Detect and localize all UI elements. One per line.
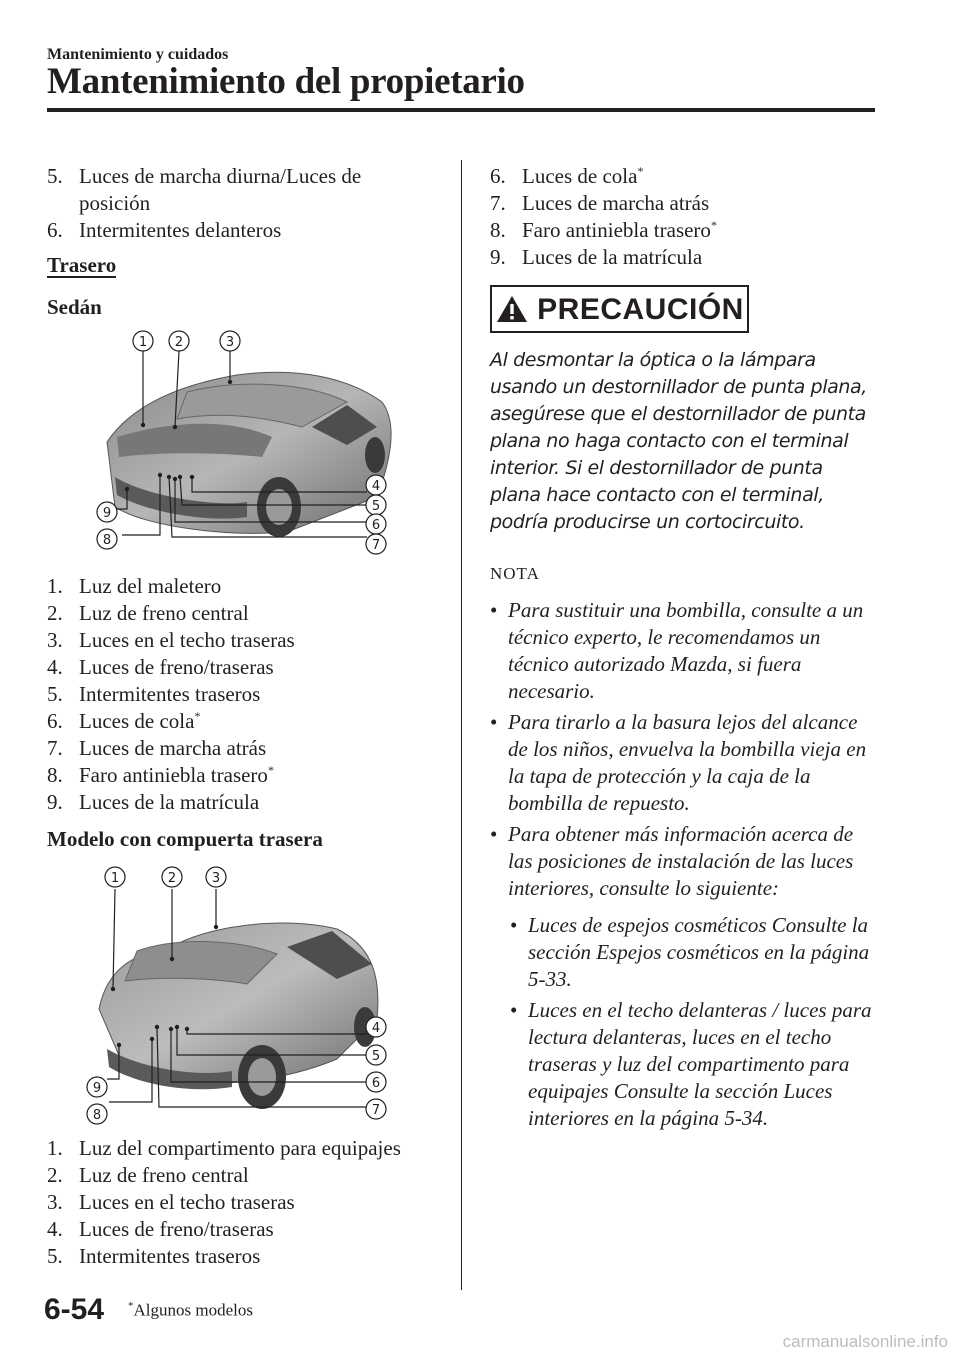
list-item: 3. Luces en el techo traseras bbox=[47, 1190, 295, 1214]
section-label: Mantenimiento y cuidados bbox=[47, 46, 229, 63]
list-item: 5. Intermitentes traseros bbox=[47, 682, 261, 706]
callout-3: 3 bbox=[225, 335, 235, 350]
item-text: Intermitentes delanteros bbox=[79, 218, 282, 242]
callout-1: 1 bbox=[138, 335, 148, 350]
page-number: 6-54 bbox=[44, 1293, 105, 1326]
callout-5: 5 bbox=[371, 499, 381, 514]
footnote-star: * bbox=[637, 164, 644, 178]
list-item: 4. Luces de freno/traseras bbox=[47, 655, 274, 679]
callout-9: 9 bbox=[92, 1081, 102, 1096]
callout-8: 8 bbox=[92, 1108, 102, 1123]
list-item: 8. Faro antiniebla trasero* bbox=[490, 218, 717, 242]
bullet-icon: • bbox=[510, 998, 518, 1022]
callout-2: 2 bbox=[167, 871, 177, 886]
bullet-icon: • bbox=[490, 598, 498, 622]
footnote-star: * bbox=[710, 218, 717, 232]
list-item: 4. Luces de freno/traseras bbox=[47, 1217, 274, 1241]
callout-4: 4 bbox=[371, 479, 381, 494]
sedan-legend bbox=[47, 573, 447, 816]
left-column bbox=[47, 163, 447, 1270]
warning-triangle-icon bbox=[495, 294, 529, 324]
callout-6: 6 bbox=[371, 1076, 381, 1091]
list-item bbox=[47, 217, 447, 244]
footnote: *Algunos modelos bbox=[128, 1300, 253, 1320]
list-item: 2. Luz de freno central bbox=[47, 601, 249, 625]
list-item: 1. Luz del compartimento para equipajes bbox=[47, 1136, 401, 1160]
callout-3: 3 bbox=[211, 871, 221, 886]
list-item: 5. Intermitentes traseros bbox=[47, 1244, 261, 1268]
callout-2: 2 bbox=[174, 335, 184, 350]
list-item: 8. Faro antiniebla trasero* bbox=[47, 763, 274, 787]
list-item bbox=[47, 163, 447, 217]
nota-label: NOTA bbox=[490, 564, 540, 583]
list-item: 7. Luces de marcha atrás bbox=[490, 191, 710, 215]
title-rule bbox=[47, 108, 875, 112]
rear-heading: Trasero bbox=[47, 253, 117, 277]
item-number: 5. bbox=[47, 164, 63, 188]
bullet-icon: • bbox=[490, 822, 498, 846]
right-column bbox=[490, 163, 875, 1136]
list-item: 9. Luces de la matrícula bbox=[47, 790, 260, 814]
item-text: Luces de marcha diurna/Luces de posición bbox=[79, 164, 362, 215]
hatchback-rear-figure bbox=[47, 859, 447, 1129]
footnote-star: * bbox=[267, 763, 274, 777]
callout-7: 7 bbox=[371, 1103, 381, 1118]
item-number: 6. bbox=[47, 218, 63, 242]
sub-note-item: • Luces de espejos cosméticos Consulte la sección Espejos cosméticos en la página 5-33. bbox=[510, 913, 870, 991]
caution-title: PRECAUCIÓN bbox=[537, 292, 744, 326]
callout-4: 4 bbox=[371, 1021, 381, 1036]
list-item: 6. Luces de cola* bbox=[47, 709, 201, 733]
note-item: • Para tirarlo a la basura lejos del alcance de los niños, envuelva la bombilla vieja en la tapa de protección y la caja de la bombilla de repuesto. bbox=[490, 710, 867, 815]
list-item: 2. Luz de freno central bbox=[47, 1163, 249, 1187]
hatchback-legend bbox=[47, 1135, 447, 1270]
watermark: carmanualsonline.info bbox=[782, 1332, 948, 1351]
callout-7: 7 bbox=[371, 538, 381, 553]
callout-8: 8 bbox=[102, 533, 112, 548]
list-item: 3. Luces en el techo traseras bbox=[47, 628, 295, 652]
callout-9: 9 bbox=[102, 506, 112, 521]
hatchback-callouts bbox=[47, 859, 447, 1129]
note-item: • Para obtener más información acerca de las posiciones de instalación de las luces interiores, consulte lo siguiente: bbox=[490, 822, 854, 900]
column-divider bbox=[461, 160, 462, 1290]
caution-box bbox=[490, 285, 749, 333]
page-title: Mantenimiento del propietario bbox=[47, 61, 525, 102]
callout-6: 6 bbox=[371, 518, 381, 533]
sedan-rear-figure bbox=[47, 327, 447, 567]
sub-note-item: • Luces en el techo delanteras / luces para lectura delanteras, luces en el techo traseras y luz del compartimento para equipajes Consulte la sección Luces interiores en la página 5-34. bbox=[510, 998, 872, 1130]
list-item: 9. Luces de la matrícula bbox=[490, 245, 703, 269]
list-item: 7. Luces de marcha atrás bbox=[47, 736, 267, 760]
bullet-icon: • bbox=[510, 913, 518, 937]
sedan-heading: Sedán bbox=[47, 295, 102, 319]
note-item: • Para sustituir una bombilla, consulte a un técnico experto, le recomendamos un técnico autorizado Mazda, si fuera necesario. bbox=[490, 598, 864, 703]
callout-1: 1 bbox=[110, 871, 120, 886]
callout-5: 5 bbox=[371, 1049, 381, 1064]
bullet-icon: • bbox=[490, 710, 498, 734]
caution-text: Al desmontar la óptica o la lámpara usando un destornillador de punta plana, asegúrese que el destornillador de punta plana no haga contacto con el terminal interior. Si el destornillador de punta plana hace contacto con el terminal, podría producirse un cortocircuito. bbox=[490, 349, 867, 533]
list-item: 6. Luces de cola* bbox=[490, 164, 644, 188]
list-item: 1. Luz del maletero bbox=[47, 574, 222, 598]
sedan-callouts bbox=[47, 327, 447, 567]
footnote-star: * bbox=[194, 709, 201, 723]
hatch-heading: Modelo con compuerta trasera bbox=[47, 827, 323, 851]
